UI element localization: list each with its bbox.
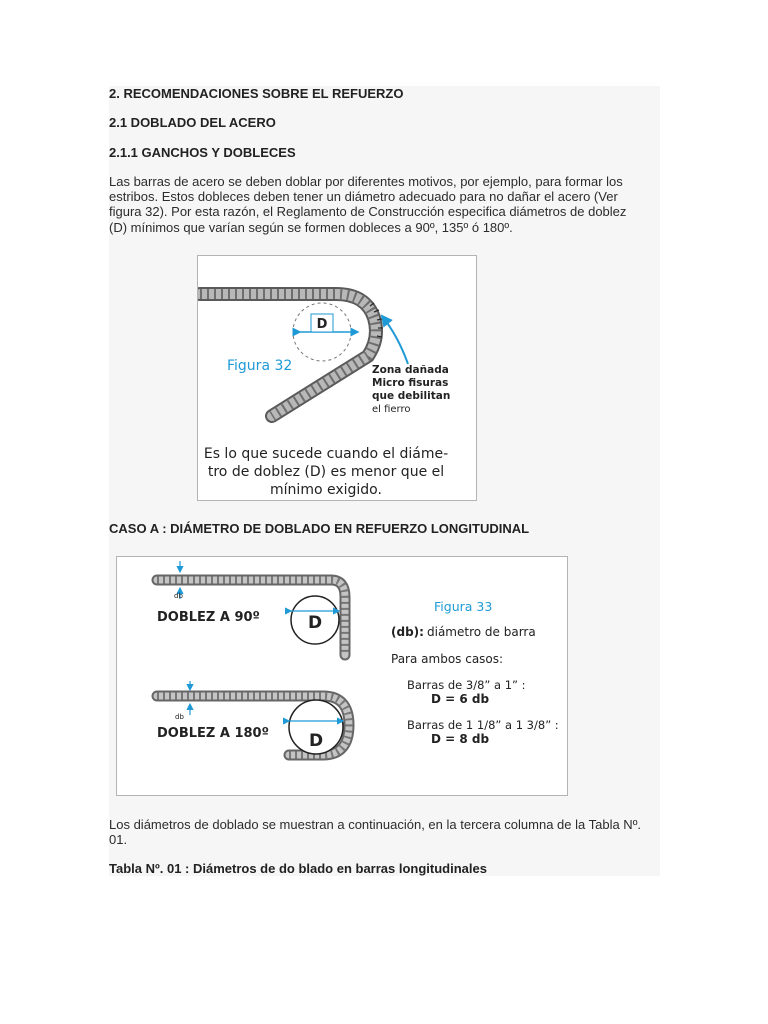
caso-a-heading: CASO A : DIÁMETRO DE DOBLADO EN REFUERZO LONGITUDINAL [109,521,530,536]
bent-bar-illustration [198,256,476,500]
closing-line: Los diámetros de doblado se muestran a continuación, en la tercera columna de la Tabla Nº. [109,817,642,832]
intro-line: (D) mínimos que varían según se formen dobleces a 90º, 135º ó 180º. [109,219,513,235]
svg-text:el fierro: el fierro [372,404,411,415]
both-cases: Para ambos casos: [391,652,504,666]
svg-text:tro de doblez (D) es menor que: tro de doblez (D) es menor que el [207,464,445,480]
range1: Barras de 3/8” a 1” : [407,678,526,692]
db-definition: diámetro de barra [427,625,536,639]
svg-text:que debilitan: que debilitan [372,390,451,402]
intro-line: estribos. Estos dobleces deben tener un diámetro adecuado para no dañar el acero (Ver [109,189,618,205]
intro-line: figura 32). Por esta razón, el Reglamento de Construcción especifica diámetros de doblez [109,204,627,220]
svg-text:Micro fisuras: Micro fisuras [372,377,449,389]
figure-32 [197,255,477,501]
svg-text:Es lo que sucede cuando el diá: Es lo que sucede cuando el diáme- [203,446,449,462]
intro-paragraph [109,174,658,235]
closing-line: 01. [109,832,128,848]
table-title: Tabla Nº. 01 : Diámetros de do blado en barras longitudinales [109,861,487,876]
intro-line: Las barras de acero se deben doblar por diferentes motivos, por ejemplo, para formar los [109,174,623,189]
bar-90-illustration [157,561,345,655]
bend-diagram [117,557,567,795]
db-marker-180: db [175,713,184,721]
section-title: 2. RECOMENDACIONES SOBRE EL REFUERZO [109,86,404,101]
zone-label [372,364,450,415]
d-label-90: D [307,613,323,633]
svg-text:Zona dañada: Zona dañada [372,364,449,376]
figure33-label: Figura 33 [434,599,493,614]
closing-paragraph [109,817,658,847]
db-marker-90: db [174,592,183,600]
bend90-label: DOBLEZ A 90º [157,610,260,625]
subsection-title: 2.1 DOBLADO DEL ACERO [109,115,276,130]
bend180-label: DOBLEZ A 180º [157,726,269,741]
d-label-180: D [308,731,324,751]
db-def-bold: (db): [391,625,424,639]
rule2: D = 8 db [431,732,490,746]
rule1: D = 6 db [431,692,490,706]
figure32-caption [204,446,448,498]
range2: Barras de 1 1/8” a 1 3/8” : [407,718,559,732]
subsubsection-title: 2.1.1 GANCHOS Y DOBLECES [109,145,296,160]
bar-180-illustration [157,681,349,755]
figure32-label: Figura 32 [227,358,293,374]
figure32-d-label: D [316,317,328,332]
figure-33 [116,556,568,796]
svg-text:mínimo exigido.: mínimo exigido. [270,482,382,498]
